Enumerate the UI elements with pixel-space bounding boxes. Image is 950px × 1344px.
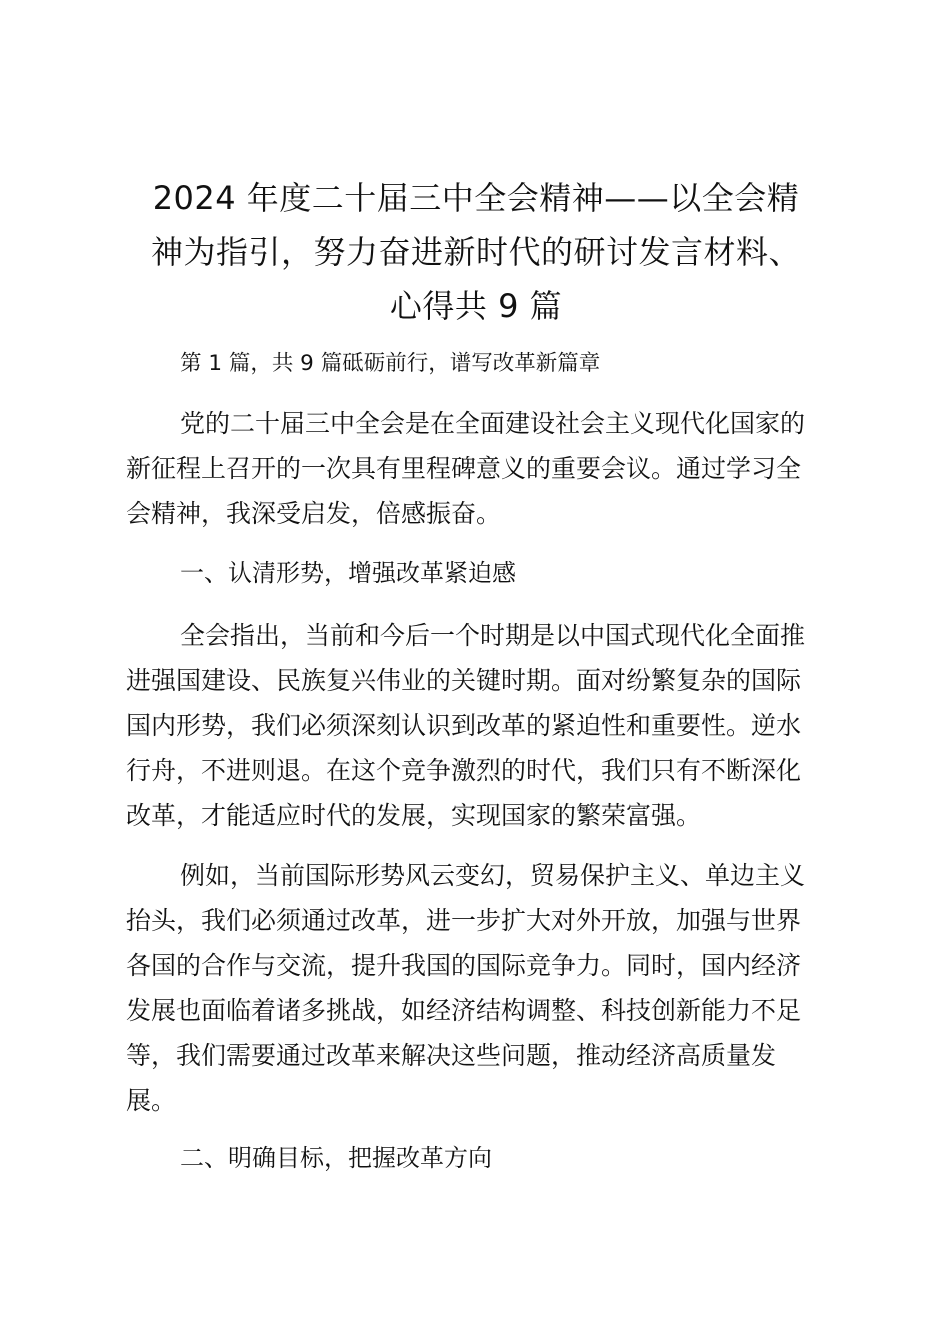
title-line: 神为指引，努力奋进新时代的研讨发言材料、 bbox=[150, 233, 801, 271]
paragraph-line: 展。 bbox=[126, 1086, 177, 1115]
paragraph-line: 国内形势，我们必须深刻认识到改革的紧迫性和重要性。逆水 bbox=[126, 711, 802, 740]
section-heading: 一、认清形势，增强改革紧迫感 bbox=[180, 559, 516, 587]
section-heading: 二、明确目标，把握改革方向 bbox=[180, 1144, 492, 1172]
title-line: 心得共 9 篇 bbox=[389, 287, 563, 325]
body-paragraph bbox=[126, 853, 834, 1123]
paragraph-line: 例如，当前国际形势风云变幻，贸易保护主义、单边主义 bbox=[180, 861, 806, 890]
document-title bbox=[118, 171, 834, 333]
document-subtitle: 第 1 篇，共 9 篇砥砺前行，谱写改革新篇章 bbox=[180, 351, 601, 376]
body-paragraph bbox=[126, 613, 834, 838]
paragraph-line: 党的二十届三中全会是在全面建设社会主义现代化国家的 bbox=[180, 409, 806, 438]
paragraph-line: 进强国建设、民族复兴伟业的关键时期。面对纷繁复杂的国际 bbox=[126, 666, 802, 695]
intro-paragraph bbox=[126, 401, 834, 536]
paragraph-line: 新征程上召开的一次具有里程碑意义的重要会议。通过学习全 bbox=[126, 454, 802, 483]
paragraph-line: 全会指出，当前和今后一个时期是以中国式现代化全面推 bbox=[180, 621, 806, 650]
paragraph-line: 各国的合作与交流，提升我国的国际竞争力。同时，国内经济 bbox=[126, 951, 802, 980]
paragraph-line: 抬头，我们必须通过改革，进一步扩大对外开放，加强与世界 bbox=[126, 906, 802, 935]
paragraph-line: 等，我们需要通过改革来解决这些问题，推动经济高质量发 bbox=[126, 1041, 777, 1070]
paragraph-line: 行舟，不进则退。在这个竞争激烈的时代，我们只有不断深化 bbox=[126, 756, 802, 785]
paragraph-line: 发展也面临着诸多挑战，如经济结构调整、科技创新能力不足 bbox=[126, 996, 802, 1025]
paragraph-line: 改革，才能适应时代的发展，实现国家的繁荣富强。 bbox=[126, 801, 702, 830]
paragraph-line: 会精神，我深受启发，倍感振奋。 bbox=[126, 499, 502, 528]
title-line: 2024 年度二十届三中全会精神——以全会精 bbox=[152, 179, 800, 217]
